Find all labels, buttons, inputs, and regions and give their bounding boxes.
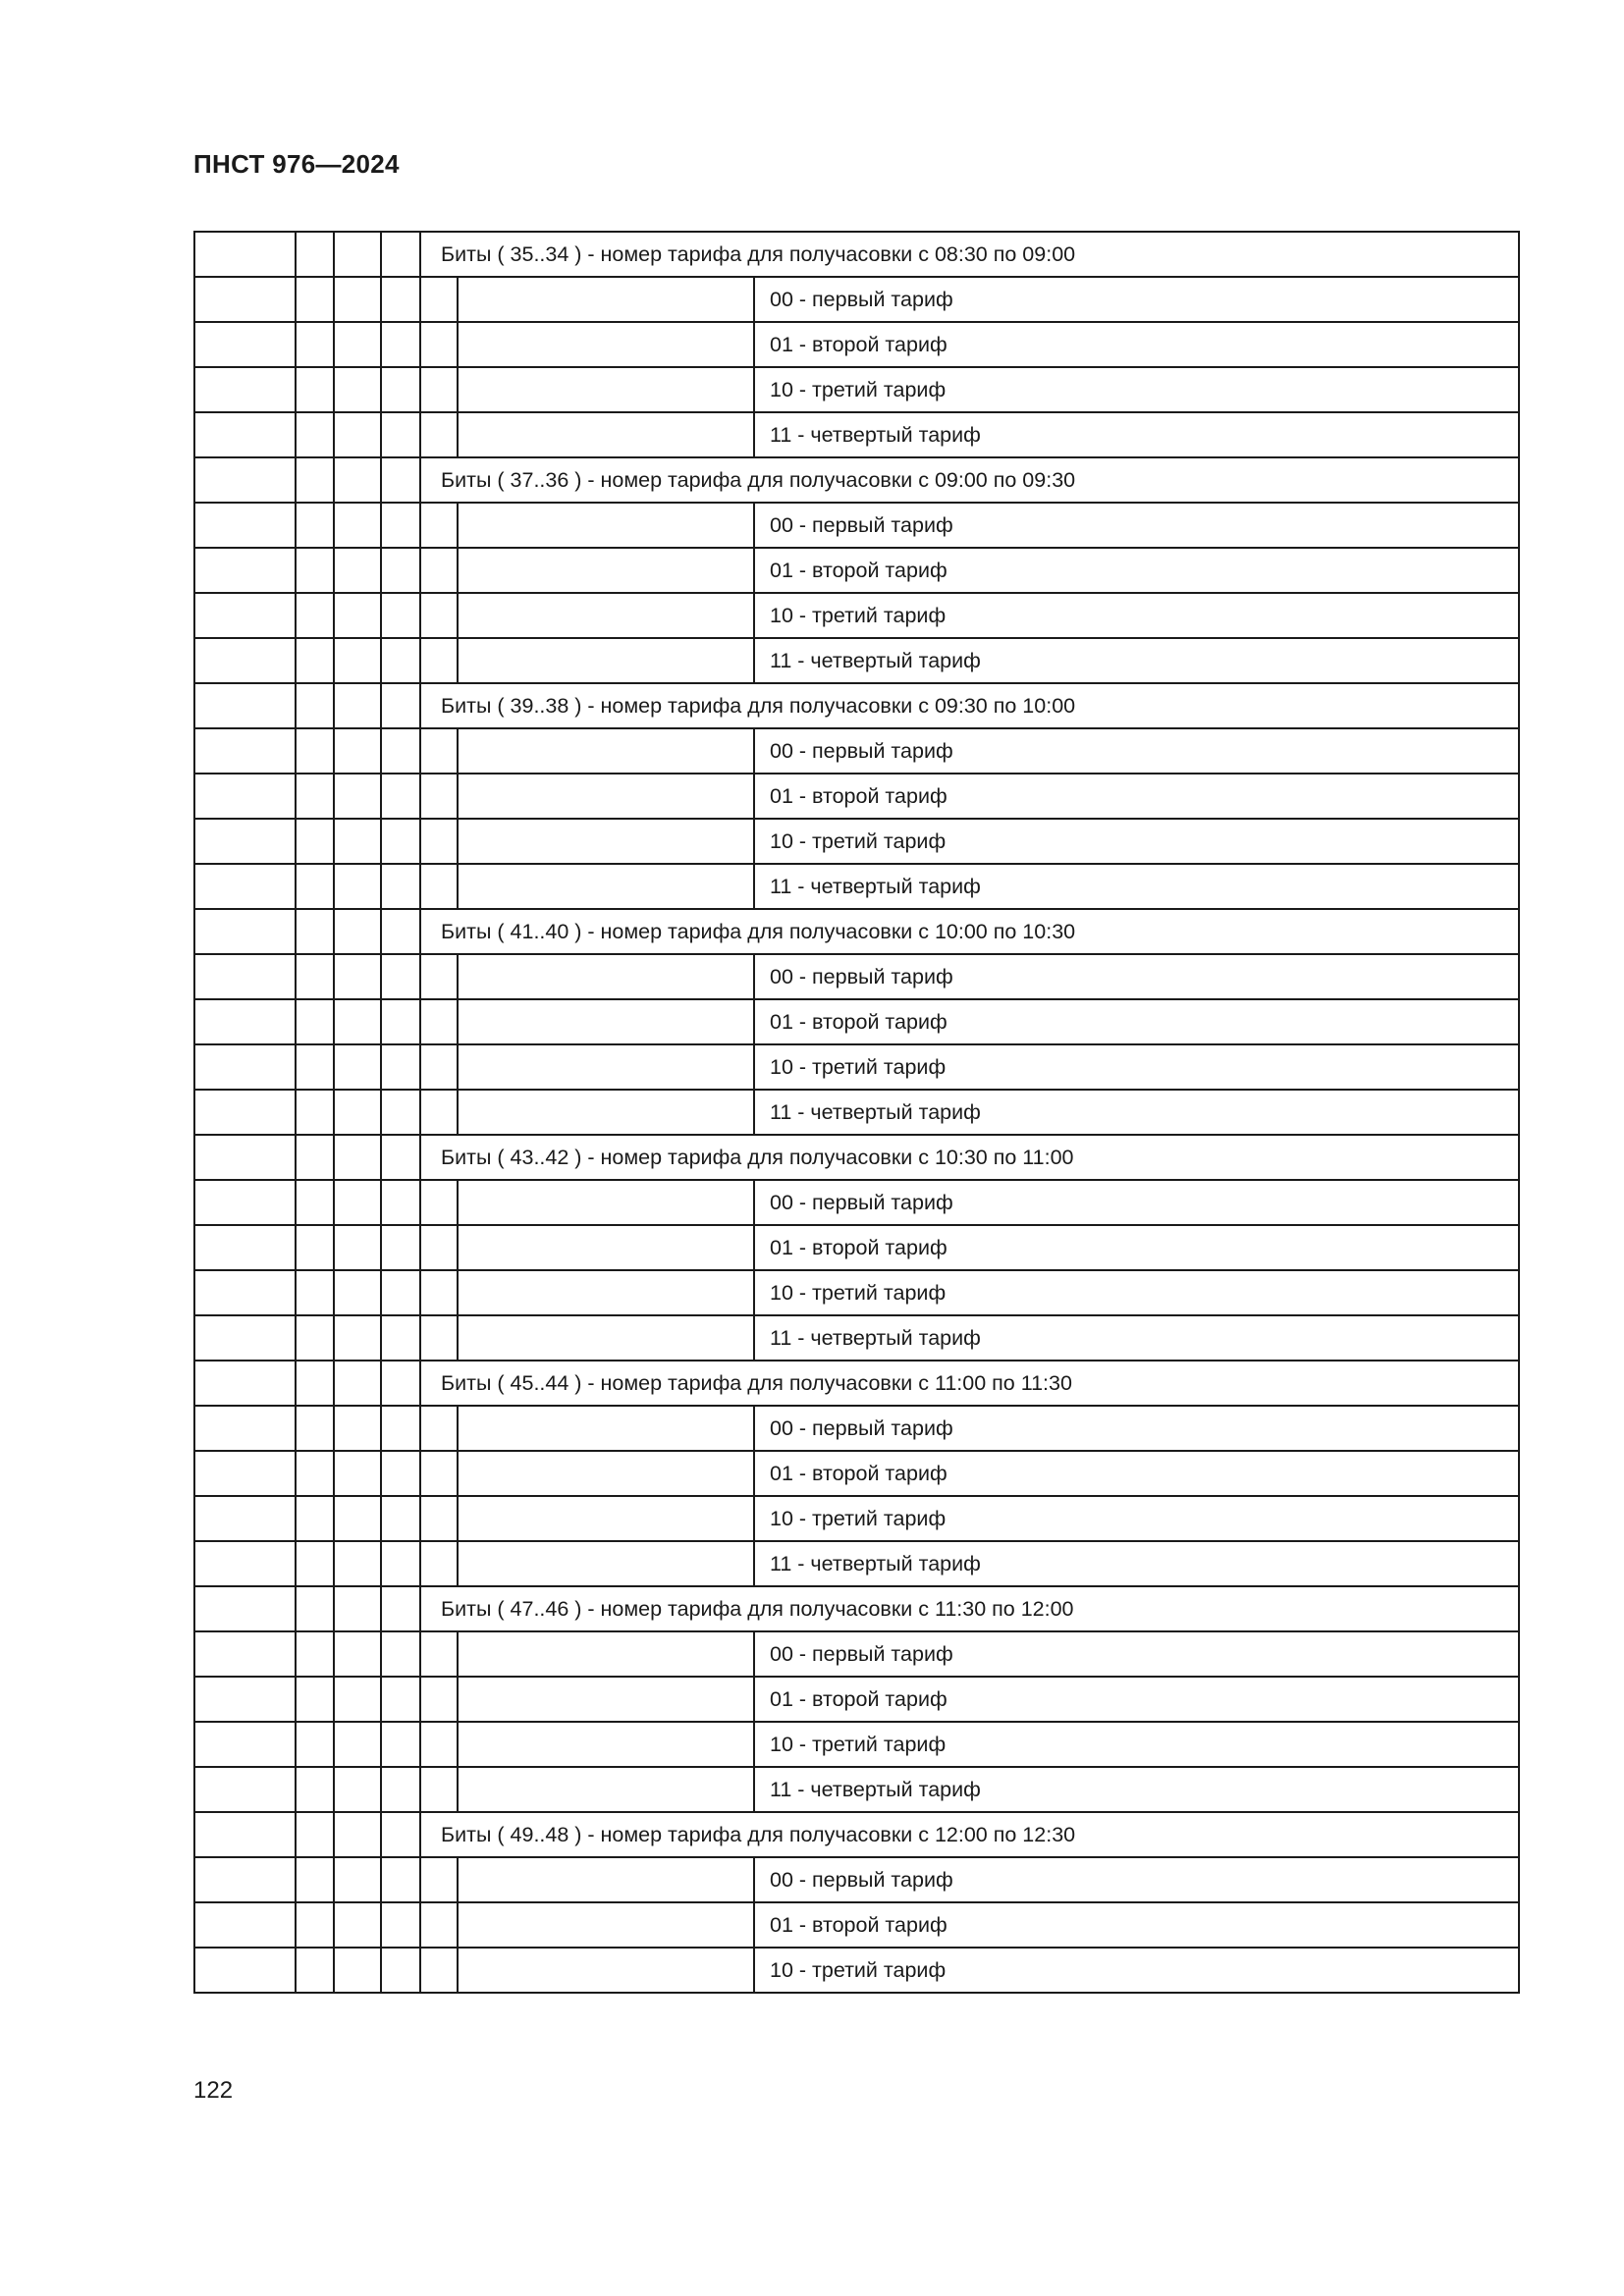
tariff-option-row bbox=[194, 593, 1519, 638]
empty-cell bbox=[194, 1270, 296, 1315]
empty-cell bbox=[458, 1270, 754, 1315]
tariff-option-row bbox=[194, 1631, 1519, 1677]
bits-section-heading: Биты ( 41..40 ) - номер тарифа для получасовки с 10:00 по 10:30 bbox=[420, 909, 1519, 954]
empty-cell bbox=[194, 1767, 296, 1812]
empty-cell bbox=[420, 1857, 458, 1902]
empty-cell bbox=[194, 774, 296, 819]
empty-cell bbox=[420, 1451, 458, 1496]
empty-cell bbox=[194, 1948, 296, 1993]
empty-cell bbox=[296, 1406, 334, 1451]
tariff-option-value: 01 - второй тариф bbox=[754, 1225, 1519, 1270]
tariff-option-value: 10 - третий тариф bbox=[754, 367, 1519, 412]
page-number: 122 bbox=[193, 2077, 234, 2104]
empty-cell bbox=[194, 593, 296, 638]
tariff-option-value: 10 - третий тариф bbox=[754, 1948, 1519, 1993]
tariff-option-value: 00 - первый тариф bbox=[754, 1631, 1519, 1677]
tariff-option-value: 00 - первый тариф bbox=[754, 1857, 1519, 1902]
empty-cell bbox=[334, 457, 381, 503]
empty-cell bbox=[194, 728, 296, 774]
tariff-option-row bbox=[194, 728, 1519, 774]
tariff-option-row bbox=[194, 999, 1519, 1044]
empty-cell bbox=[420, 774, 458, 819]
tariff-option-row bbox=[194, 277, 1519, 322]
empty-cell bbox=[420, 728, 458, 774]
empty-cell bbox=[420, 322, 458, 367]
empty-cell bbox=[334, 1631, 381, 1677]
empty-cell bbox=[194, 1180, 296, 1225]
empty-cell bbox=[334, 1541, 381, 1586]
empty-cell bbox=[296, 277, 334, 322]
tariff-option-row bbox=[194, 1948, 1519, 1993]
empty-cell bbox=[296, 322, 334, 367]
empty-cell bbox=[381, 1315, 420, 1361]
empty-cell bbox=[296, 1902, 334, 1948]
empty-cell bbox=[296, 683, 334, 728]
empty-cell bbox=[381, 457, 420, 503]
empty-cell bbox=[194, 1135, 296, 1180]
empty-cell bbox=[420, 1902, 458, 1948]
empty-cell bbox=[296, 638, 334, 683]
empty-cell bbox=[381, 1361, 420, 1406]
empty-cell bbox=[458, 1948, 754, 1993]
empty-cell bbox=[381, 1857, 420, 1902]
empty-cell bbox=[334, 1677, 381, 1722]
empty-cell bbox=[296, 1451, 334, 1496]
empty-cell bbox=[381, 1044, 420, 1090]
empty-cell bbox=[334, 1586, 381, 1631]
empty-cell bbox=[296, 503, 334, 548]
tariff-option-row bbox=[194, 638, 1519, 683]
tariff-option-row bbox=[194, 322, 1519, 367]
tariff-option-row bbox=[194, 1722, 1519, 1767]
tariff-option-row bbox=[194, 1090, 1519, 1135]
empty-cell bbox=[381, 999, 420, 1044]
empty-cell bbox=[194, 1631, 296, 1677]
empty-cell bbox=[381, 638, 420, 683]
empty-cell bbox=[458, 1406, 754, 1451]
empty-cell bbox=[458, 728, 754, 774]
document-id: ПНСТ 976—2024 bbox=[193, 149, 400, 179]
empty-cell bbox=[381, 322, 420, 367]
empty-cell bbox=[381, 503, 420, 548]
tariff-option-value: 11 - четвертый тариф bbox=[754, 864, 1519, 909]
empty-cell bbox=[381, 1812, 420, 1857]
empty-cell bbox=[194, 683, 296, 728]
empty-cell bbox=[194, 864, 296, 909]
empty-cell bbox=[458, 999, 754, 1044]
tariff-option-value: 11 - четвертый тариф bbox=[754, 1090, 1519, 1135]
empty-cell bbox=[334, 1948, 381, 1993]
empty-cell bbox=[296, 864, 334, 909]
empty-cell bbox=[334, 1722, 381, 1767]
empty-cell bbox=[420, 638, 458, 683]
empty-cell bbox=[194, 457, 296, 503]
tariff-option-value: 01 - второй тариф bbox=[754, 548, 1519, 593]
tariff-option-value: 10 - третий тариф bbox=[754, 819, 1519, 864]
tariff-option-row bbox=[194, 774, 1519, 819]
empty-cell bbox=[458, 864, 754, 909]
empty-cell bbox=[458, 1225, 754, 1270]
empty-cell bbox=[334, 412, 381, 457]
tariff-option-value: 11 - четвертый тариф bbox=[754, 638, 1519, 683]
tariff-option-value: 01 - второй тариф bbox=[754, 1677, 1519, 1722]
empty-cell bbox=[458, 548, 754, 593]
empty-cell bbox=[458, 1090, 754, 1135]
empty-cell bbox=[420, 1180, 458, 1225]
empty-cell bbox=[381, 1180, 420, 1225]
empty-cell bbox=[381, 1631, 420, 1677]
empty-cell bbox=[458, 1857, 754, 1902]
empty-cell bbox=[458, 1677, 754, 1722]
empty-cell bbox=[334, 728, 381, 774]
bits-section-heading: Биты ( 37..36 ) - номер тарифа для получасовки с 09:00 по 09:30 bbox=[420, 457, 1519, 503]
empty-cell bbox=[381, 1677, 420, 1722]
empty-cell bbox=[381, 728, 420, 774]
empty-cell bbox=[381, 412, 420, 457]
tariff-option-row bbox=[194, 1677, 1519, 1722]
tariff-option-value: 11 - четвертый тариф bbox=[754, 1767, 1519, 1812]
empty-cell bbox=[296, 774, 334, 819]
empty-cell bbox=[334, 1180, 381, 1225]
empty-cell bbox=[381, 232, 420, 277]
empty-cell bbox=[334, 909, 381, 954]
empty-cell bbox=[381, 909, 420, 954]
empty-cell bbox=[296, 909, 334, 954]
empty-cell bbox=[334, 1406, 381, 1451]
empty-cell bbox=[381, 367, 420, 412]
empty-cell bbox=[420, 1270, 458, 1315]
tariff-option-value: 10 - третий тариф bbox=[754, 1496, 1519, 1541]
empty-cell bbox=[194, 1451, 296, 1496]
tariff-option-row bbox=[194, 1315, 1519, 1361]
empty-cell bbox=[296, 1948, 334, 1993]
empty-cell bbox=[458, 819, 754, 864]
empty-cell bbox=[296, 1361, 334, 1406]
empty-cell bbox=[296, 1090, 334, 1135]
empty-cell bbox=[194, 1315, 296, 1361]
tariff-option-value: 00 - первый тариф bbox=[754, 954, 1519, 999]
empty-cell bbox=[381, 1586, 420, 1631]
empty-cell bbox=[420, 1722, 458, 1767]
empty-cell bbox=[381, 1090, 420, 1135]
tariff-option-value: 01 - второй тариф bbox=[754, 999, 1519, 1044]
tariff-option-value: 01 - второй тариф bbox=[754, 322, 1519, 367]
empty-cell bbox=[420, 864, 458, 909]
tariff-option-row bbox=[194, 1406, 1519, 1451]
empty-cell bbox=[458, 954, 754, 999]
bits-section-row bbox=[194, 1135, 1519, 1180]
empty-cell bbox=[420, 1948, 458, 1993]
empty-cell bbox=[381, 1496, 420, 1541]
empty-cell bbox=[334, 593, 381, 638]
empty-cell bbox=[334, 683, 381, 728]
tariff-option-value: 00 - первый тариф bbox=[754, 503, 1519, 548]
empty-cell bbox=[194, 1857, 296, 1902]
empty-cell bbox=[296, 1496, 334, 1541]
empty-cell bbox=[420, 548, 458, 593]
tariff-option-row bbox=[194, 548, 1519, 593]
tariff-option-value: 00 - первый тариф bbox=[754, 1406, 1519, 1451]
empty-cell bbox=[458, 1451, 754, 1496]
empty-cell bbox=[296, 1315, 334, 1361]
empty-cell bbox=[296, 1270, 334, 1315]
tariff-option-row bbox=[194, 864, 1519, 909]
empty-cell bbox=[458, 1541, 754, 1586]
empty-cell bbox=[381, 1902, 420, 1948]
empty-cell bbox=[420, 999, 458, 1044]
tariff-option-value: 01 - второй тариф bbox=[754, 1451, 1519, 1496]
empty-cell bbox=[194, 1902, 296, 1948]
tariff-option-row bbox=[194, 1451, 1519, 1496]
empty-cell bbox=[334, 638, 381, 683]
empty-cell bbox=[458, 1180, 754, 1225]
empty-cell bbox=[458, 1722, 754, 1767]
bits-section-row bbox=[194, 1586, 1519, 1631]
empty-cell bbox=[296, 954, 334, 999]
bits-section-heading: Биты ( 43..42 ) - номер тарифа для получасовки с 10:30 по 11:00 bbox=[420, 1135, 1519, 1180]
empty-cell bbox=[458, 638, 754, 683]
empty-cell bbox=[334, 819, 381, 864]
empty-cell bbox=[420, 277, 458, 322]
empty-cell bbox=[420, 1677, 458, 1722]
empty-cell bbox=[296, 1857, 334, 1902]
empty-cell bbox=[296, 593, 334, 638]
empty-cell bbox=[458, 277, 754, 322]
tariff-option-row bbox=[194, 1767, 1519, 1812]
empty-cell bbox=[194, 548, 296, 593]
tariff-option-row bbox=[194, 1496, 1519, 1541]
empty-cell bbox=[334, 774, 381, 819]
empty-cell bbox=[296, 367, 334, 412]
empty-cell bbox=[194, 638, 296, 683]
tariff-option-value: 01 - второй тариф bbox=[754, 774, 1519, 819]
empty-cell bbox=[381, 819, 420, 864]
empty-cell bbox=[296, 1812, 334, 1857]
empty-cell bbox=[334, 1812, 381, 1857]
empty-cell bbox=[334, 367, 381, 412]
empty-cell bbox=[381, 864, 420, 909]
empty-cell bbox=[334, 1361, 381, 1406]
tariff-option-row bbox=[194, 1902, 1519, 1948]
empty-cell bbox=[194, 1677, 296, 1722]
empty-cell bbox=[334, 1135, 381, 1180]
empty-cell bbox=[458, 593, 754, 638]
empty-cell bbox=[458, 1315, 754, 1361]
empty-cell bbox=[381, 1270, 420, 1315]
bits-section-row bbox=[194, 909, 1519, 954]
bits-section-row bbox=[194, 1361, 1519, 1406]
empty-cell bbox=[420, 1496, 458, 1541]
empty-cell bbox=[381, 1135, 420, 1180]
tariff-option-value: 10 - третий тариф bbox=[754, 1722, 1519, 1767]
empty-cell bbox=[194, 1812, 296, 1857]
empty-cell bbox=[381, 774, 420, 819]
bits-section-heading: Биты ( 35..34 ) - номер тарифа для получасовки с 08:30 по 09:00 bbox=[420, 232, 1519, 277]
empty-cell bbox=[334, 1225, 381, 1270]
empty-cell bbox=[296, 1767, 334, 1812]
tariff-option-row bbox=[194, 412, 1519, 457]
tariff-option-row bbox=[194, 1225, 1519, 1270]
bits-section-heading: Биты ( 49..48 ) - номер тарифа для получасовки с 12:00 по 12:30 bbox=[420, 1812, 1519, 1857]
empty-cell bbox=[194, 412, 296, 457]
empty-cell bbox=[420, 1044, 458, 1090]
empty-cell bbox=[420, 1631, 458, 1677]
bit-spec-table bbox=[193, 231, 1520, 1994]
empty-cell bbox=[194, 1361, 296, 1406]
empty-cell bbox=[334, 864, 381, 909]
tariff-option-value: 01 - второй тариф bbox=[754, 1902, 1519, 1948]
tariff-option-row bbox=[194, 367, 1519, 412]
empty-cell bbox=[458, 367, 754, 412]
empty-cell bbox=[420, 1315, 458, 1361]
tariff-option-row bbox=[194, 1857, 1519, 1902]
empty-cell bbox=[334, 1451, 381, 1496]
bits-section-heading: Биты ( 45..44 ) - номер тарифа для получасовки с 11:00 по 11:30 bbox=[420, 1361, 1519, 1406]
empty-cell bbox=[296, 1541, 334, 1586]
tariff-option-value: 10 - третий тариф bbox=[754, 1270, 1519, 1315]
empty-cell bbox=[296, 1631, 334, 1677]
empty-cell bbox=[381, 1225, 420, 1270]
empty-cell bbox=[458, 1496, 754, 1541]
tariff-option-row bbox=[194, 1044, 1519, 1090]
empty-cell bbox=[381, 1541, 420, 1586]
empty-cell bbox=[296, 457, 334, 503]
empty-cell bbox=[194, 999, 296, 1044]
bits-section-row bbox=[194, 1812, 1519, 1857]
empty-cell bbox=[296, 1180, 334, 1225]
empty-cell bbox=[420, 954, 458, 999]
empty-cell bbox=[458, 503, 754, 548]
tariff-option-value: 00 - первый тариф bbox=[754, 277, 1519, 322]
empty-cell bbox=[334, 1044, 381, 1090]
empty-cell bbox=[458, 774, 754, 819]
empty-cell bbox=[296, 232, 334, 277]
empty-cell bbox=[381, 277, 420, 322]
empty-cell bbox=[334, 999, 381, 1044]
empty-cell bbox=[194, 954, 296, 999]
empty-cell bbox=[334, 1496, 381, 1541]
empty-cell bbox=[194, 367, 296, 412]
empty-cell bbox=[420, 1406, 458, 1451]
empty-cell bbox=[334, 1090, 381, 1135]
empty-cell bbox=[420, 1090, 458, 1135]
empty-cell bbox=[334, 232, 381, 277]
empty-cell bbox=[296, 1044, 334, 1090]
empty-cell bbox=[194, 1044, 296, 1090]
empty-cell bbox=[296, 728, 334, 774]
empty-cell bbox=[381, 1722, 420, 1767]
empty-cell bbox=[194, 1496, 296, 1541]
empty-cell bbox=[194, 1090, 296, 1135]
empty-cell bbox=[334, 1902, 381, 1948]
tariff-option-value: 11 - четвертый тариф bbox=[754, 1541, 1519, 1586]
empty-cell bbox=[296, 1677, 334, 1722]
empty-cell bbox=[420, 1767, 458, 1812]
tariff-option-value: 10 - третий тариф bbox=[754, 593, 1519, 638]
empty-cell bbox=[194, 1406, 296, 1451]
empty-cell bbox=[334, 1767, 381, 1812]
empty-cell bbox=[381, 683, 420, 728]
tariff-option-value: 00 - первый тариф bbox=[754, 1180, 1519, 1225]
empty-cell bbox=[194, 909, 296, 954]
tariff-option-row bbox=[194, 1270, 1519, 1315]
tariff-option-row bbox=[194, 819, 1519, 864]
tariff-option-value: 10 - третий тариф bbox=[754, 1044, 1519, 1090]
empty-cell bbox=[458, 322, 754, 367]
empty-cell bbox=[381, 593, 420, 638]
empty-cell bbox=[194, 322, 296, 367]
tariff-option-row bbox=[194, 503, 1519, 548]
empty-cell bbox=[458, 1631, 754, 1677]
tariff-option-value: 00 - первый тариф bbox=[754, 728, 1519, 774]
empty-cell bbox=[194, 1722, 296, 1767]
empty-cell bbox=[194, 232, 296, 277]
empty-cell bbox=[420, 819, 458, 864]
tariff-option-row bbox=[194, 954, 1519, 999]
tariff-option-value: 11 - четвертый тариф bbox=[754, 412, 1519, 457]
empty-cell bbox=[334, 503, 381, 548]
tariff-option-row bbox=[194, 1180, 1519, 1225]
empty-cell bbox=[334, 954, 381, 999]
empty-cell bbox=[194, 503, 296, 548]
empty-cell bbox=[458, 1902, 754, 1948]
empty-cell bbox=[296, 1722, 334, 1767]
empty-cell bbox=[381, 1948, 420, 1993]
empty-cell bbox=[458, 1044, 754, 1090]
empty-cell bbox=[296, 819, 334, 864]
empty-cell bbox=[194, 1586, 296, 1631]
empty-cell bbox=[334, 1315, 381, 1361]
empty-cell bbox=[334, 1857, 381, 1902]
empty-cell bbox=[420, 412, 458, 457]
empty-cell bbox=[420, 1225, 458, 1270]
empty-cell bbox=[381, 548, 420, 593]
bits-section-row bbox=[194, 683, 1519, 728]
empty-cell bbox=[381, 954, 420, 999]
empty-cell bbox=[194, 277, 296, 322]
empty-cell bbox=[296, 548, 334, 593]
tariff-option-value: 11 - четвертый тариф bbox=[754, 1315, 1519, 1361]
empty-cell bbox=[381, 1406, 420, 1451]
empty-cell bbox=[334, 322, 381, 367]
empty-cell bbox=[194, 819, 296, 864]
empty-cell bbox=[334, 548, 381, 593]
empty-cell bbox=[420, 503, 458, 548]
empty-cell bbox=[381, 1767, 420, 1812]
empty-cell bbox=[420, 367, 458, 412]
empty-cell bbox=[381, 1451, 420, 1496]
empty-cell bbox=[194, 1225, 296, 1270]
empty-cell bbox=[334, 1270, 381, 1315]
bits-section-row bbox=[194, 457, 1519, 503]
empty-cell bbox=[458, 1767, 754, 1812]
empty-cell bbox=[194, 1541, 296, 1586]
empty-cell bbox=[296, 412, 334, 457]
empty-cell bbox=[420, 593, 458, 638]
empty-cell bbox=[334, 277, 381, 322]
tariff-option-row bbox=[194, 1541, 1519, 1586]
empty-cell bbox=[296, 1225, 334, 1270]
bits-section-heading: Биты ( 39..38 ) - номер тарифа для получасовки с 09:30 по 10:00 bbox=[420, 683, 1519, 728]
bits-section-heading: Биты ( 47..46 ) - номер тарифа для получасовки с 11:30 по 12:00 bbox=[420, 1586, 1519, 1631]
bits-section-row bbox=[194, 232, 1519, 277]
empty-cell bbox=[420, 1541, 458, 1586]
empty-cell bbox=[296, 1586, 334, 1631]
empty-cell bbox=[296, 999, 334, 1044]
empty-cell bbox=[458, 412, 754, 457]
empty-cell bbox=[296, 1135, 334, 1180]
